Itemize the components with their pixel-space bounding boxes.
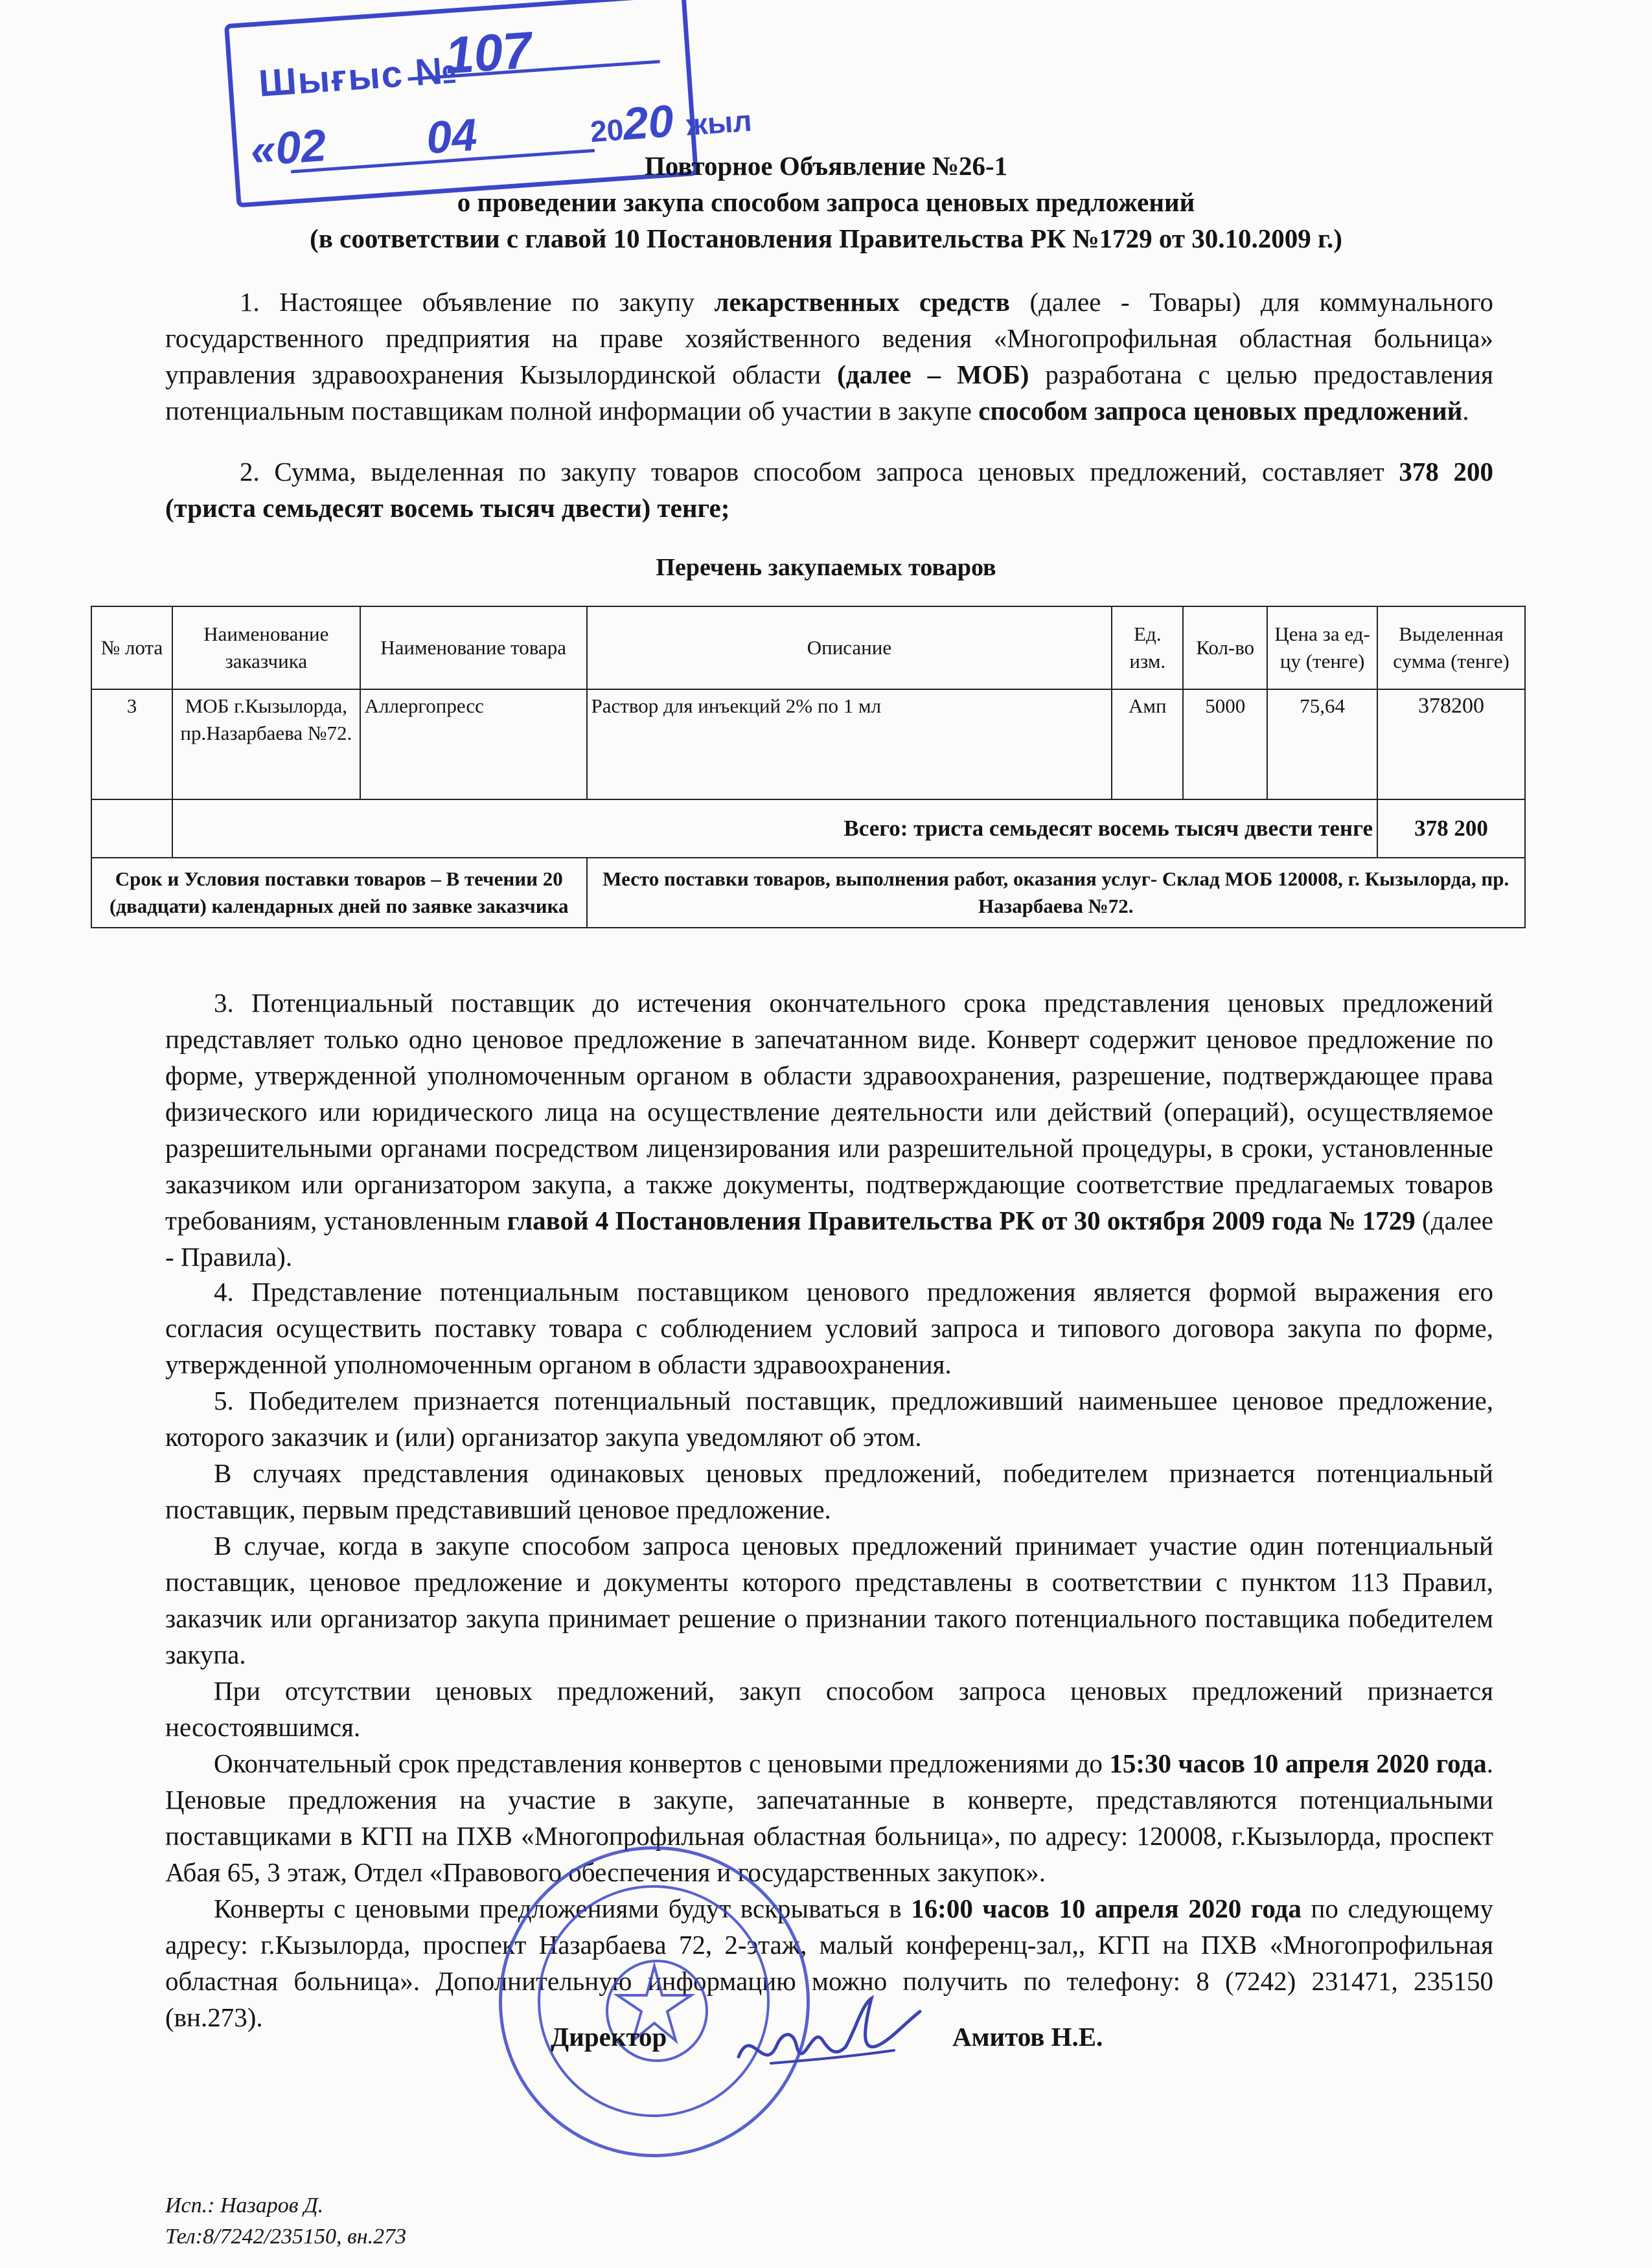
- goods-list-title: Перечень закупаемых товаров: [656, 554, 996, 581]
- total-empty-cell: [91, 799, 172, 858]
- col-header-price: Цена за ед-цу (тенге): [1267, 606, 1377, 689]
- p3-text-2: (далее - Правила).: [165, 1206, 1493, 1272]
- total-label: Всего: триста семьдесят восемь тысяч двести тенге: [172, 799, 1377, 858]
- paragraph-6: В случаях представления одинаковых ценовых предложений, победителем признается потенциальный поставщик, первым представивший ценовое предложение.: [165, 1458, 1493, 1524]
- paragraph-3: [165, 985, 1493, 1275]
- document-title: Повторное Объявление №26-1: [644, 151, 1008, 181]
- table-total-row: [91, 799, 1525, 858]
- p3-bold: главой 4 Постановления Правительства РК от 30 октября 2009 года № 1729: [507, 1206, 1416, 1235]
- stamp-month: 04: [424, 109, 479, 163]
- col-header-product: Наименование товара: [360, 606, 587, 689]
- p10-text-1: Конверты с ценовыми предложениями будут вскрываться в: [214, 1894, 912, 1923]
- executor-phone: Тел:8/7242/235150, вн.273: [165, 2225, 407, 2249]
- p10-text-2: по следующему адресу: г.Кызылорда, проспект Назарбаева 72, 2-этаж, малый конференц-зал,, КГП на ПХВ «Многопрофильная областная больница». Дополнительную информацию можно получить по телефону: 8 (7242) 231471, 235150 (вн.273).: [165, 1894, 1493, 2032]
- p2-text: 2. Сумма, выделенная по закупу товаров способом запроса ценовых предложений, составляет: [240, 457, 1399, 487]
- p2-amount: 378 200 (триста семьдесят восемь тысяч двести) тенге;: [165, 457, 1494, 523]
- p1-text-4: .: [1462, 396, 1469, 426]
- delivery-terms: Срок и Условия поставки товаров – В течении 20 (двадцати) календарных дней по заявке заказчика: [91, 858, 587, 928]
- cell-amount: 378200: [1377, 689, 1525, 799]
- director-name: Амитов Н.Е.: [952, 2022, 1103, 2052]
- paragraph-7: В случае, когда в закупе способом запроса ценовых предложений принимает участие один потенциальный поставщик, ценовое предложение и документы которого представлены в соответствии с пунктом 113 Правил, заказчик или организатор закупа принимает решение о признании такого потенциального поставщика победителем закупа.: [165, 1531, 1493, 1669]
- p3-text-1: 3. Потенциальный поставщик до истечения окончательного срока представления ценовых предложений представляет только одно ценовое предложение в запечатанном виде. Конверт содержит ценовое предложение по форме, утвержденной уполномоченным органом в области здравоохранения, разрешение, подтверждающее права физического или юридического лица на осуществление деятельности или действий (операций), осуществляемое разрешительными органами посредством лицензирования или разрешительной процедуры, в сроки, установленные заказчиком или организатором закупа, а также документы, подтверждающие соответствие предлагаемых товаров требованиям, установленным: [165, 988, 1493, 1235]
- cell-product: Аллергопресс: [360, 689, 587, 799]
- paragraph-4: 4. Представление потенциальным поставщиком ценового предложения является формой выражения его согласия осуществить поставку товара с соблюдением условий запроса и типового договора закупа по форме, утвержденной уполномоченным органом в области здравоохранения.: [165, 1277, 1493, 1379]
- stamp-label: Шығыс №: [257, 49, 460, 105]
- paragraph-9: [165, 1745, 1493, 1890]
- p1-text-3: разработана с целью предоставления потенциальным поставщикам полной информации об участии в закупе: [165, 360, 1493, 426]
- document-subtitle: о проведении закупа способом запроса ценовых предложений: [457, 187, 1195, 217]
- col-header-customer: Наименование заказчика: [172, 606, 360, 689]
- col-header-description: Описание: [587, 606, 1112, 689]
- delivery-place: Место поставки товаров, выполнения работ, оказания услуг- Склад МОБ 120008, г. Кызылорда, пр. Назарбаева №72.: [587, 858, 1526, 928]
- p1-bold-2: (далее – МОБ): [837, 360, 1029, 389]
- p1-text-2: (далее - Товары) для коммунального государственного предприятия на праве хозяйственного ведения «Многопрофильная областная больница» управления здравоохранения Кызылординской области: [165, 287, 1493, 389]
- paragraph-1: [165, 284, 1493, 429]
- total-value: 378 200: [1377, 799, 1525, 858]
- p1-bold-1: лекарственных средств: [714, 287, 1010, 317]
- col-header-qty: Кол-во: [1183, 606, 1267, 689]
- goods-table: [91, 606, 1526, 928]
- p1-text-1: 1. Настоящее объявление по закупу: [240, 287, 715, 317]
- stamp-number: 107: [443, 21, 534, 85]
- p10-opening-time: 16:00 часов 10 апреля 2020 года: [911, 1894, 1302, 1923]
- executor-name: Исп.: Назаров Д.: [165, 2194, 324, 2217]
- stamp-day: «02: [248, 119, 328, 176]
- stamp-year-prefix: 20: [589, 112, 625, 149]
- paragraph-5: 5. Победителем признается потенциальный поставщик, предложивший наименьшее ценовое предложение, которого заказчик и (или) организатор закупа уведомляют об этом.: [165, 1386, 1493, 1452]
- table-header-row: [91, 606, 1525, 689]
- paragraph-2: [165, 453, 1493, 526]
- cell-price: 75,64: [1267, 689, 1377, 799]
- cell-description: Раствор для инъекций 2% по 1 мл: [587, 689, 1112, 799]
- cell-qty: 5000: [1183, 689, 1267, 799]
- col-header-lot: № лота: [91, 606, 172, 689]
- stamp-year-suffix: 20: [621, 95, 676, 150]
- cell-unit: Амп: [1112, 689, 1183, 799]
- col-header-amount: Выделенная сумма (тенге): [1377, 606, 1525, 689]
- cell-lot: 3: [91, 689, 172, 799]
- director-signature: [732, 1986, 926, 2089]
- col-header-unit: Ед. изм.: [1112, 606, 1183, 689]
- document-legal-reference: (в соответствии с главой 10 Постановления Правительства РК №1729 от 30.10.2009 г.): [310, 223, 1342, 253]
- table-row: [91, 689, 1525, 799]
- p1-bold-3: способом запроса ценовых предложений: [978, 396, 1463, 426]
- cell-customer: МОБ г.Кызылорда, пр.Назарбаева №72.: [172, 689, 360, 799]
- p9-deadline: 15:30 часов 10 апреля 2020 года: [1109, 1748, 1487, 1778]
- paragraph-8: При отсутствии ценовых предложений, закуп способом запроса ценовых предложений признается несостоявшимся.: [165, 1676, 1493, 1742]
- table-terms-row: [91, 858, 1525, 928]
- p9-text-2: . Ценовые предложения на участие в закупе, запечатанные в конверте, представляются потенциальными поставщиками в КГП на ПХВ «Многопрофильная областная больница», по адресу: 120008, г.Кызылорда, проспект Абая 65, 3 этаж, Отдел «Правового обеспечения и государственных закупок».: [165, 1748, 1493, 1887]
- director-title: Директор: [551, 2022, 667, 2052]
- stamp-year-word: жыл: [685, 103, 753, 142]
- p9-text-1: Окончательный срок представления конвертов с ценовыми предложениями до: [214, 1748, 1110, 1778]
